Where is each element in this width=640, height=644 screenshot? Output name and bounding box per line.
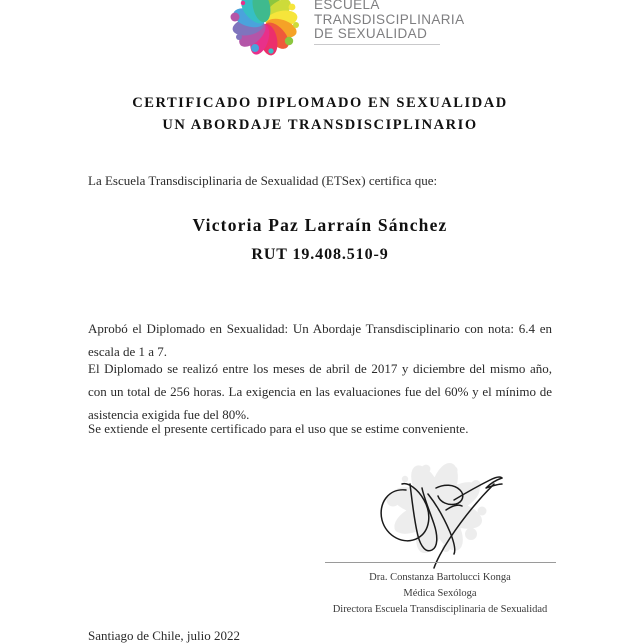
paragraph-grade: Aprobó el Diplomado en Sexualidad: Un Abordaje Transdisciplinario con nota: 6.4 en escala de 1 a 7. xyxy=(88,321,552,359)
certificate-title xyxy=(0,92,640,136)
logo-line-2: TRANSDISCIPLINARIA xyxy=(314,11,465,27)
recipient-rut: RUT 19.408.510-9 xyxy=(251,246,389,263)
handwritten-signature xyxy=(366,454,516,572)
logo-wordmark xyxy=(314,0,465,45)
logo-line-1: ESCUELA xyxy=(314,0,380,12)
recipient-name: Victoria Paz Larraín Sánchez xyxy=(192,215,448,235)
certificate-title-line-1: CERTIFICADO DIPLOMADO EN SEXUALIDAD xyxy=(132,95,508,111)
pinwheel-flower-logo xyxy=(222,0,308,58)
signature-rule xyxy=(325,562,556,563)
paragraph-program-details: El Diplomado se realizó entre los meses de abril de 2017 y diciembre del mismo año, con un total de 256 horas. La exigencia en las evaluaciones fue del 60% y el mínimo de asistencia exigida fue del 80%. xyxy=(88,361,552,422)
logo-block xyxy=(222,0,465,58)
signer-name: Dra. Constanza Bartolucci Konga xyxy=(369,572,511,583)
place-and-date: Santiago de Chile, julio 2022 xyxy=(88,628,241,643)
signer-details xyxy=(322,570,558,618)
signer-role: Directora Escuela Transdisciplinaria de Sexualidad xyxy=(332,604,548,615)
paragraph-closing: Se extiende el presente certificado para el uso que se estime conveniente. xyxy=(88,421,469,436)
signature-block xyxy=(322,452,558,615)
logo-line-3: DE SEXUALIDAD xyxy=(314,27,440,45)
intro-statement: La Escuela Transdisciplinaria de Sexualidad (ETSex) certifica que: xyxy=(88,173,438,188)
certificate-title-line-2: UN ABORDAJE TRANSDISCIPLINARIO xyxy=(162,117,478,133)
signer-title: Médica Sexóloga xyxy=(403,588,477,599)
